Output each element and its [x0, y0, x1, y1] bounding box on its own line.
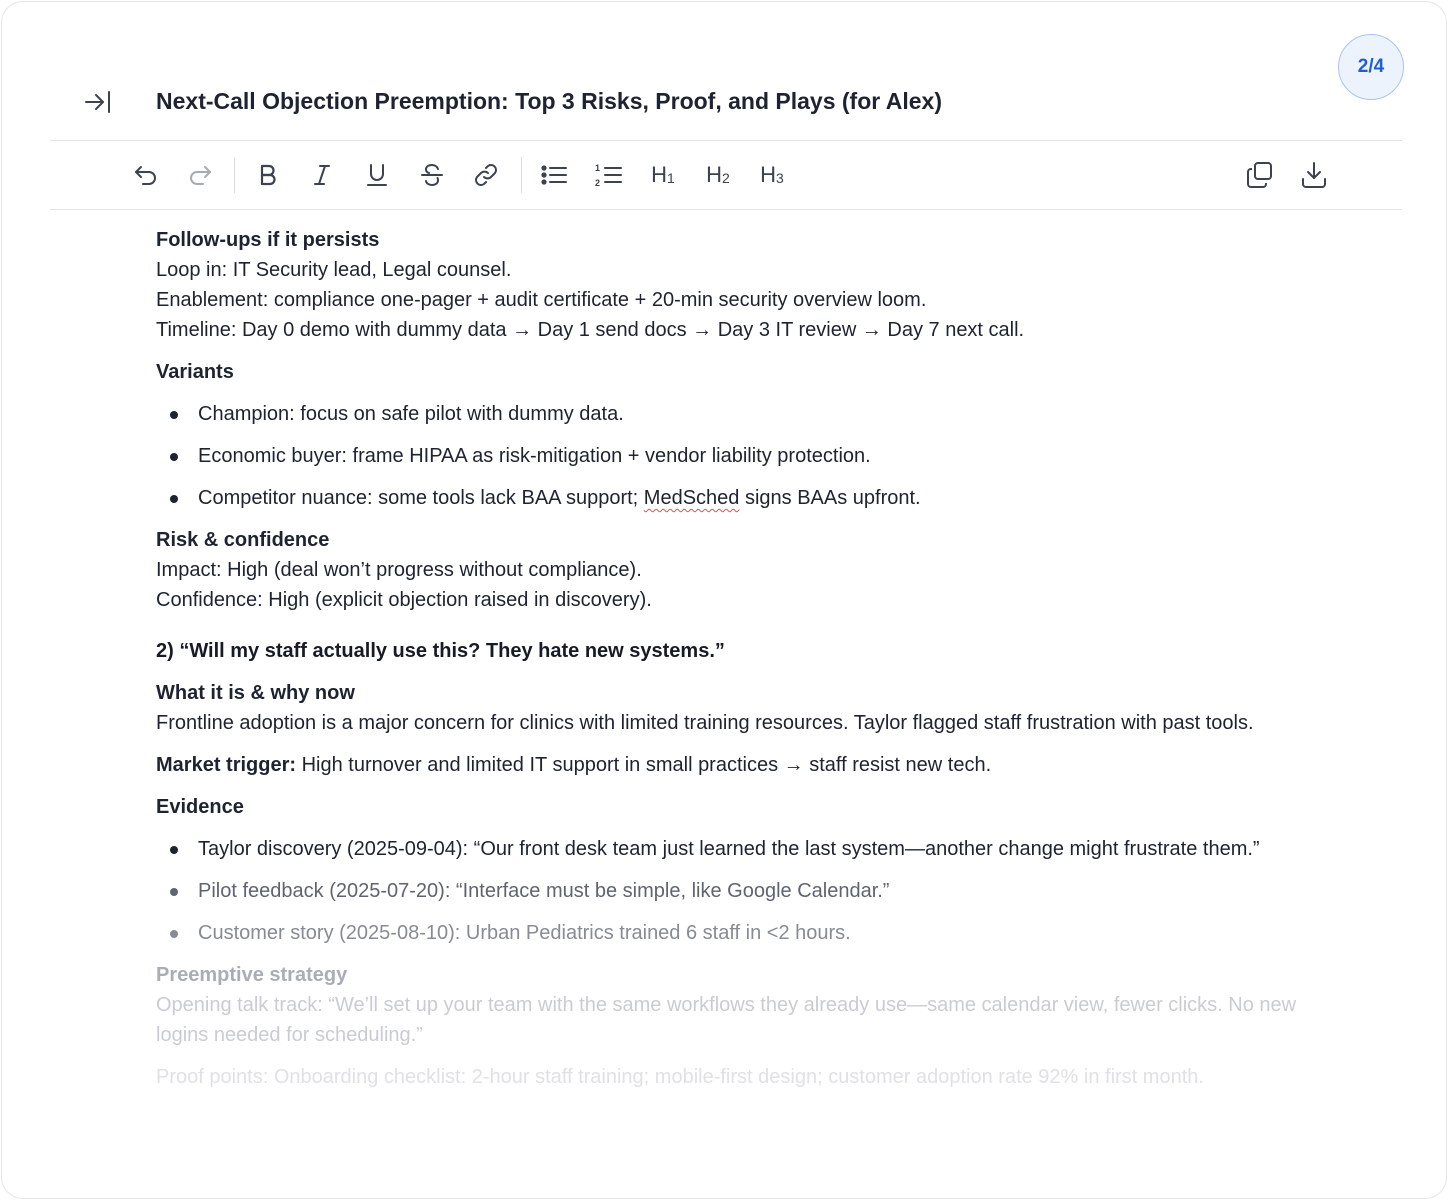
bullet-list-button[interactable]	[536, 157, 572, 193]
numbered-list-icon	[594, 161, 624, 189]
list-item: Economic buyer: frame HIPAA as risk-mitigation + vendor liability protection.	[156, 441, 1306, 471]
strategy-proof-points: Proof points: Onboarding checklist: 2-hour staff training; mobile-first design; customer adoption rate 92% in first month.	[156, 1066, 1204, 1088]
heading-2-label: H	[706, 162, 723, 187]
underline-icon	[363, 161, 391, 189]
link-button[interactable]	[468, 157, 504, 193]
variants-heading: Variants	[156, 361, 234, 383]
undo-button[interactable]	[128, 157, 164, 193]
list-item: Taylor discovery (2025-09-04): “Our front desk team just learned the last system—another change might frustrate them.”	[156, 834, 1306, 864]
what-why-body: Frontline adoption is a major concern for clinics with limited training resources. Taylor flagged staff frustration with past tools.	[156, 712, 1254, 734]
heading-1-label: H	[651, 162, 668, 187]
document-header	[50, 68, 1402, 141]
italic-icon	[308, 161, 336, 189]
heading-2-sub: 2	[722, 170, 730, 186]
page-indicator-badge[interactable]: 2/4	[1338, 34, 1404, 100]
market-trigger-text: High turnover and limited IT support in small practices → staff resist new tech.	[296, 754, 992, 776]
strikethrough-icon	[418, 161, 446, 189]
download-icon	[1299, 160, 1329, 190]
redo-button[interactable]	[182, 157, 218, 193]
variant-3-text-end: signs BAAs upfront.	[739, 487, 921, 509]
followups-heading: Follow-ups if it persists	[156, 229, 380, 251]
market-trigger	[156, 750, 1306, 780]
bold-icon	[254, 161, 282, 189]
undo-icon	[132, 161, 160, 189]
italic-button[interactable]	[304, 157, 340, 193]
risk-confidence-heading: Risk & confidence	[156, 529, 330, 551]
heading-1-sub: 1	[667, 170, 675, 186]
redo-icon	[186, 161, 214, 189]
collapse-sidebar-icon	[83, 87, 113, 117]
followups-enablement: Enablement: compliance one-pager + audit certificate + 20-min security overview loom.	[156, 289, 927, 311]
collapse-sidebar-button[interactable]	[82, 86, 114, 118]
numbered-list-button[interactable]	[591, 157, 627, 193]
copy-icon	[1245, 160, 1275, 190]
bullet-list-icon	[539, 161, 569, 189]
svg-text:1: 1	[595, 163, 601, 173]
variants-list	[156, 399, 1306, 513]
document-body[interactable]	[156, 210, 1306, 1199]
objection-2-heading: 2) “Will my staff actually use this? They hate new systems.”	[156, 640, 725, 662]
heading-1-button[interactable]	[645, 157, 681, 193]
what-why-heading: What it is & why now	[156, 682, 355, 704]
evidence-heading: Evidence	[156, 796, 244, 818]
evidence-list	[156, 834, 1306, 948]
list-item: Champion: focus on safe pilot with dummy data.	[156, 399, 1306, 429]
list-item: Pilot feedback (2025-07-20): “Interface must be simple, like Google Calendar.”	[156, 876, 1306, 906]
preemptive-strategy-heading: Preemptive strategy	[156, 964, 348, 986]
market-trigger-label: Market trigger:	[156, 754, 297, 776]
list-item: Customer story (2025-08-10): Urban Pediatrics trained 6 staff in <2 hours.	[156, 918, 1306, 948]
risk-confidence: Confidence: High (explicit objection raised in discovery).	[156, 589, 652, 611]
document-title: Next-Call Objection Preemption: Top 3 Risks, Proof, and Plays (for Alex)	[156, 88, 942, 114]
link-icon	[472, 161, 500, 189]
strikethrough-button[interactable]	[414, 157, 450, 193]
formatting-toolbar	[50, 141, 1402, 210]
svg-text:2: 2	[595, 178, 601, 188]
download-button[interactable]	[1296, 157, 1332, 193]
variant-3-text-start: Competitor nuance: some tools lack BAA support;	[198, 487, 644, 509]
underline-button[interactable]	[359, 157, 395, 193]
editor-panel	[1, 1, 1447, 1199]
followups-loop-in: Loop in: IT Security lead, Legal counsel.	[156, 259, 512, 281]
toolbar-divider	[521, 157, 522, 193]
heading-3-label: H	[760, 162, 777, 187]
bold-button[interactable]	[250, 157, 286, 193]
strategy-opening-track: Opening talk track: “We’ll set up your team with the same workflows they already use—same calendar view, fewer clicks. No new logins needed for scheduling.”	[156, 994, 1297, 1046]
spellcheck-flagged-word[interactable]: MedSched	[643, 487, 740, 509]
toolbar-divider	[234, 157, 235, 193]
risk-impact: Impact: High (deal won’t progress without compliance).	[156, 559, 642, 581]
followups-timeline: Timeline: Day 0 demo with dummy data → Day 1 send docs → Day 3 IT review → Day 7 next call.	[156, 319, 1025, 341]
heading-2-button[interactable]	[700, 157, 736, 193]
list-item	[156, 483, 1306, 513]
heading-3-button[interactable]	[754, 157, 790, 193]
heading-3-sub: 3	[776, 170, 784, 186]
copy-button[interactable]	[1242, 157, 1278, 193]
